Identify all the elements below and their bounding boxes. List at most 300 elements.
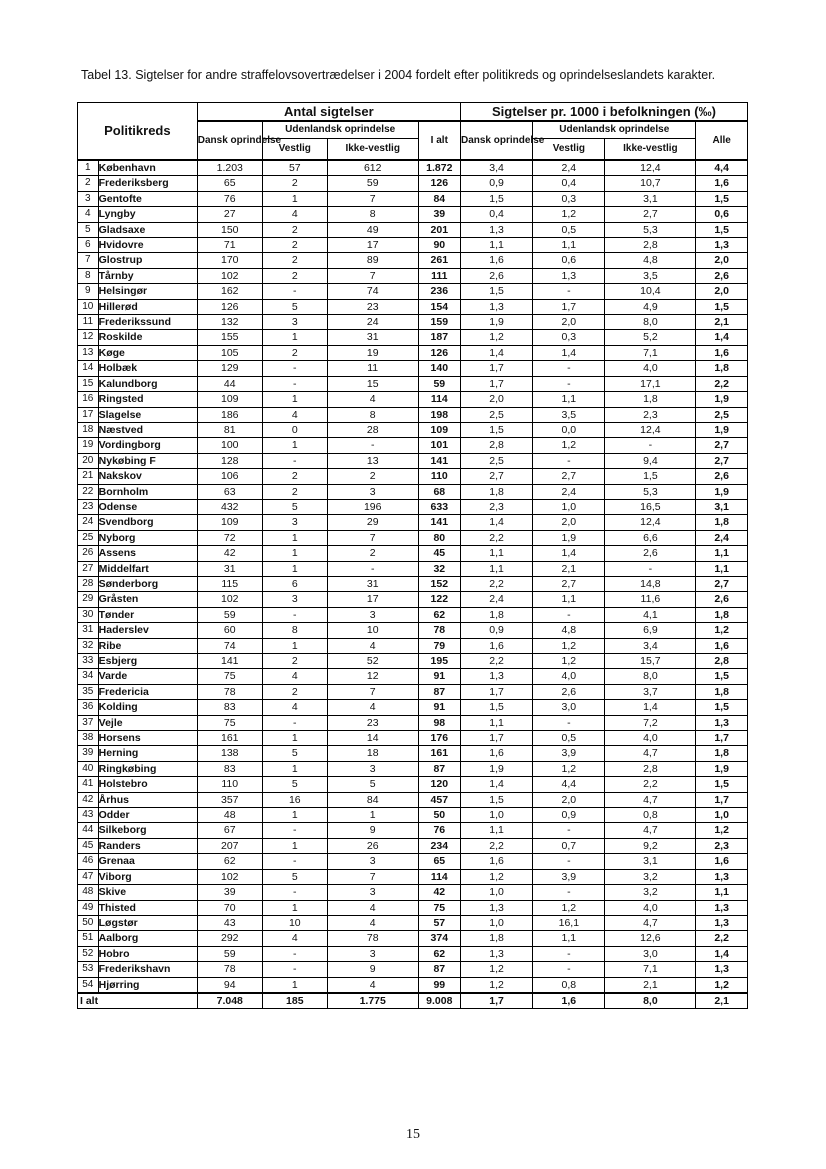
cell-rate-vestlig: 4,4 <box>533 777 605 792</box>
row-number: 42 <box>78 792 99 807</box>
cell-rate-ikke-vestlig: - <box>605 438 696 453</box>
cell-rate-ikke-vestlig: 5,3 <box>605 222 696 237</box>
cell-rate-alle: 1,0 <box>696 808 748 823</box>
cell-rate-ikke-vestlig: 12,6 <box>605 931 696 946</box>
cell-i-alt: 195 <box>418 654 460 669</box>
cell-vestlig: 4 <box>262 931 327 946</box>
row-number: 18 <box>78 422 99 437</box>
table-row <box>78 561 748 576</box>
total-rate-vestlig: 1,6 <box>533 993 605 1009</box>
cell-dansk: 63 <box>197 484 262 499</box>
cell-rate-dansk: 3,4 <box>460 160 532 176</box>
cell-dansk: 31 <box>197 561 262 576</box>
cell-rate-alle: 1,8 <box>696 361 748 376</box>
cell-rate-vestlig: 2,0 <box>533 792 605 807</box>
cell-rate-dansk: 1,0 <box>460 885 532 900</box>
cell-i-alt: 80 <box>418 530 460 545</box>
header-sigtelser-pr-1000: Sigtelser pr. 1000 i befolkningen (‰) <box>460 103 747 122</box>
cell-rate-vestlig: 2,0 <box>533 515 605 530</box>
cell-dansk: 75 <box>197 669 262 684</box>
cell-rate-alle: 2,0 <box>696 253 748 268</box>
table-footer <box>78 993 748 1009</box>
cell-dansk: 70 <box>197 900 262 915</box>
cell-rate-dansk: 1,0 <box>460 915 532 930</box>
cell-rate-dansk: 1,4 <box>460 777 532 792</box>
cell-rate-dansk: 2,8 <box>460 438 532 453</box>
cell-rate-alle: 1,3 <box>696 715 748 730</box>
table-row <box>78 777 748 792</box>
cell-vestlig: - <box>262 885 327 900</box>
cell-ikke-vestlig: 84 <box>327 792 418 807</box>
cell-rate-dansk: 1,9 <box>460 761 532 776</box>
cell-rate-ikke-vestlig: 2,6 <box>605 546 696 561</box>
cell-dansk: 432 <box>197 499 262 514</box>
cell-rate-dansk: 1,5 <box>460 422 532 437</box>
cell-ikke-vestlig: 612 <box>327 160 418 176</box>
table-row <box>78 160 748 176</box>
cell-vestlig: 4 <box>262 669 327 684</box>
cell-rate-dansk: 1,9 <box>460 315 532 330</box>
politikreds-name: Assens <box>98 546 197 561</box>
cell-dansk: 39 <box>197 885 262 900</box>
cell-rate-dansk: 1,1 <box>460 715 532 730</box>
row-number: 47 <box>78 869 99 884</box>
cell-dansk: 78 <box>197 962 262 977</box>
cell-rate-alle: 2,3 <box>696 838 748 853</box>
politikreds-name: Næstved <box>98 422 197 437</box>
cell-dansk: 106 <box>197 469 262 484</box>
table-row <box>78 299 748 314</box>
cell-i-alt: 50 <box>418 808 460 823</box>
table-row <box>78 330 748 345</box>
table-row <box>78 900 748 915</box>
politikreds-name: Bornholm <box>98 484 197 499</box>
politikreds-name: Århus <box>98 792 197 807</box>
cell-i-alt: 87 <box>418 761 460 776</box>
cell-dansk: 115 <box>197 576 262 591</box>
cell-rate-vestlig: 4,0 <box>533 669 605 684</box>
cell-rate-ikke-vestlig: 2,8 <box>605 238 696 253</box>
table-row <box>78 176 748 191</box>
row-number: 49 <box>78 900 99 915</box>
politikreds-name: Slagelse <box>98 407 197 422</box>
row-number: 37 <box>78 715 99 730</box>
cell-i-alt: 68 <box>418 484 460 499</box>
cell-rate-dansk: 2,5 <box>460 407 532 422</box>
politikreds-name: Randers <box>98 838 197 853</box>
cell-rate-vestlig: 0,9 <box>533 808 605 823</box>
politikreds-name: Middelfart <box>98 561 197 576</box>
cell-vestlig: 1 <box>262 392 327 407</box>
cell-rate-ikke-vestlig: 4,7 <box>605 792 696 807</box>
cell-i-alt: 79 <box>418 638 460 653</box>
cell-dansk: 44 <box>197 376 262 391</box>
politikreds-name: Vordingborg <box>98 438 197 453</box>
cell-rate-alle: 1,2 <box>696 823 748 838</box>
cell-dansk: 109 <box>197 515 262 530</box>
cell-i-alt: 126 <box>418 345 460 360</box>
politikreds-name: Hvidovre <box>98 238 197 253</box>
cell-rate-alle: 2,6 <box>696 268 748 283</box>
row-number: 35 <box>78 684 99 699</box>
politikreds-name: Nakskov <box>98 469 197 484</box>
cell-rate-dansk: 1,2 <box>460 869 532 884</box>
cell-ikke-vestlig: 7 <box>327 869 418 884</box>
row-number: 22 <box>78 484 99 499</box>
total-rate-alle: 2,1 <box>696 993 748 1009</box>
cell-i-alt: 159 <box>418 315 460 330</box>
cell-rate-dansk: 2,6 <box>460 268 532 283</box>
cell-rate-alle: 1,6 <box>696 638 748 653</box>
cell-vestlig: 2 <box>262 345 327 360</box>
cell-rate-vestlig: 1,1 <box>533 592 605 607</box>
row-number: 20 <box>78 453 99 468</box>
cell-rate-alle: 2,0 <box>696 284 748 299</box>
total-rate-dansk: 1,7 <box>460 993 532 1009</box>
politikreds-name: Odense <box>98 499 197 514</box>
row-number: 32 <box>78 638 99 653</box>
row-number: 2 <box>78 176 99 191</box>
cell-rate-dansk: 1,1 <box>460 823 532 838</box>
cell-vestlig: 1 <box>262 731 327 746</box>
cell-ikke-vestlig: 8 <box>327 207 418 222</box>
total-rate-ikke-vestlig: 8,0 <box>605 993 696 1009</box>
politikreds-name: Aalborg <box>98 931 197 946</box>
politikreds-name: Frederiksberg <box>98 176 197 191</box>
cell-rate-dansk: 2,3 <box>460 499 532 514</box>
cell-rate-vestlig: 1,7 <box>533 299 605 314</box>
cell-rate-dansk: 1,5 <box>460 191 532 206</box>
cell-i-alt: 152 <box>418 576 460 591</box>
cell-rate-alle: 1,6 <box>696 176 748 191</box>
cell-dansk: 141 <box>197 654 262 669</box>
row-number: 13 <box>78 345 99 360</box>
cell-ikke-vestlig: 9 <box>327 823 418 838</box>
cell-rate-dansk: 1,8 <box>460 931 532 946</box>
row-number: 23 <box>78 499 99 514</box>
cell-rate-ikke-vestlig: 3,2 <box>605 885 696 900</box>
politikreds-name: Hjørring <box>98 977 197 993</box>
politikreds-name: Herning <box>98 746 197 761</box>
cell-rate-vestlig: 16,1 <box>533 915 605 930</box>
cell-dansk: 83 <box>197 700 262 715</box>
politikreds-name: Haderslev <box>98 623 197 638</box>
header-dansk-oprindelse: Dansk oprindelse <box>197 121 262 160</box>
cell-i-alt: 141 <box>418 515 460 530</box>
cell-rate-vestlig: 0,8 <box>533 977 605 993</box>
cell-dansk: 42 <box>197 546 262 561</box>
table-row <box>78 484 748 499</box>
cell-rate-ikke-vestlig: 15,7 <box>605 654 696 669</box>
cell-rate-dansk: 1,7 <box>460 361 532 376</box>
row-number: 38 <box>78 731 99 746</box>
row-number: 17 <box>78 407 99 422</box>
cell-rate-vestlig: 1,2 <box>533 654 605 669</box>
cell-rate-ikke-vestlig: 7,1 <box>605 345 696 360</box>
cell-rate-alle: 1,1 <box>696 561 748 576</box>
row-number: 5 <box>78 222 99 237</box>
cell-i-alt: 62 <box>418 607 460 622</box>
table-row <box>78 931 748 946</box>
table-row <box>78 977 748 993</box>
cell-dansk: 83 <box>197 761 262 776</box>
cell-i-alt: 84 <box>418 191 460 206</box>
row-number: 28 <box>78 576 99 591</box>
cell-rate-alle: 1,2 <box>696 623 748 638</box>
cell-i-alt: 1.872 <box>418 160 460 176</box>
cell-ikke-vestlig: 12 <box>327 669 418 684</box>
cell-rate-vestlig: 0,4 <box>533 176 605 191</box>
cell-rate-ikke-vestlig: 4,7 <box>605 915 696 930</box>
cell-ikke-vestlig: 89 <box>327 253 418 268</box>
cell-i-alt: 78 <box>418 623 460 638</box>
politikreds-name: Gladsaxe <box>98 222 197 237</box>
cell-ikke-vestlig: 13 <box>327 453 418 468</box>
cell-ikke-vestlig: 7 <box>327 268 418 283</box>
header-rate-dansk-oprindelse: Dansk oprindelse <box>460 121 532 160</box>
table-row <box>78 345 748 360</box>
cell-rate-vestlig: 1,1 <box>533 238 605 253</box>
cell-rate-alle: 1,1 <box>696 885 748 900</box>
cell-ikke-vestlig: 3 <box>327 484 418 499</box>
cell-ikke-vestlig: 2 <box>327 546 418 561</box>
cell-rate-alle: 1,1 <box>696 546 748 561</box>
cell-rate-ikke-vestlig: 0,8 <box>605 808 696 823</box>
cell-rate-alle: 1,8 <box>696 515 748 530</box>
cell-rate-vestlig: 2,4 <box>533 160 605 176</box>
header-rate-vestlig: Vestlig <box>533 139 605 161</box>
cell-rate-alle: 2,6 <box>696 592 748 607</box>
cell-ikke-vestlig: 7 <box>327 191 418 206</box>
politikreds-name: Gråsten <box>98 592 197 607</box>
cell-rate-dansk: 1,0 <box>460 808 532 823</box>
cell-rate-ikke-vestlig: 5,2 <box>605 330 696 345</box>
cell-rate-vestlig: 1,2 <box>533 207 605 222</box>
politikreds-name: Grenaa <box>98 854 197 869</box>
cell-i-alt: 141 <box>418 453 460 468</box>
table-row <box>78 808 748 823</box>
cell-vestlig: 4 <box>262 407 327 422</box>
cell-vestlig: 2 <box>262 654 327 669</box>
cell-ikke-vestlig: 1 <box>327 808 418 823</box>
table-row <box>78 607 748 622</box>
cell-rate-vestlig: 1,2 <box>533 900 605 915</box>
cell-rate-ikke-vestlig: 3,1 <box>605 854 696 869</box>
cell-rate-vestlig: 4,8 <box>533 623 605 638</box>
cell-rate-dansk: 1,5 <box>460 792 532 807</box>
cell-dansk: 62 <box>197 854 262 869</box>
cell-dansk: 110 <box>197 777 262 792</box>
cell-rate-vestlig: - <box>533 607 605 622</box>
cell-rate-ikke-vestlig: 12,4 <box>605 422 696 437</box>
cell-ikke-vestlig: 10 <box>327 623 418 638</box>
cell-rate-dansk: 1,2 <box>460 330 532 345</box>
cell-ikke-vestlig: 28 <box>327 422 418 437</box>
table-row <box>78 962 748 977</box>
cell-dansk: 162 <box>197 284 262 299</box>
cell-dansk: 357 <box>197 792 262 807</box>
table-row <box>78 885 748 900</box>
cell-i-alt: 91 <box>418 700 460 715</box>
total-row <box>78 993 748 1009</box>
cell-rate-alle: 2,7 <box>696 453 748 468</box>
cell-i-alt: 126 <box>418 176 460 191</box>
cell-i-alt: 39 <box>418 207 460 222</box>
cell-vestlig: 1 <box>262 900 327 915</box>
cell-rate-dansk: 2,2 <box>460 530 532 545</box>
table-row <box>78 669 748 684</box>
cell-rate-dansk: 1,3 <box>460 900 532 915</box>
cell-vestlig: - <box>262 607 327 622</box>
cell-i-alt: 154 <box>418 299 460 314</box>
cell-rate-ikke-vestlig: 8,0 <box>605 315 696 330</box>
table-row <box>78 376 748 391</box>
cell-dansk: 76 <box>197 191 262 206</box>
cell-rate-ikke-vestlig: 3,5 <box>605 268 696 283</box>
cell-rate-vestlig: - <box>533 284 605 299</box>
cell-rate-ikke-vestlig: 3,2 <box>605 869 696 884</box>
row-number: 31 <box>78 623 99 638</box>
cell-rate-vestlig: 2,0 <box>533 315 605 330</box>
cell-dansk: 59 <box>197 607 262 622</box>
cell-rate-alle: 1,7 <box>696 792 748 807</box>
cell-rate-alle: 1,3 <box>696 962 748 977</box>
cell-rate-vestlig: - <box>533 715 605 730</box>
politikreds-name: Frederikssund <box>98 315 197 330</box>
cell-i-alt: 91 <box>418 669 460 684</box>
cell-rate-ikke-vestlig: 12,4 <box>605 515 696 530</box>
cell-rate-alle: 3,1 <box>696 499 748 514</box>
table-row <box>78 654 748 669</box>
cell-rate-ikke-vestlig: 7,1 <box>605 962 696 977</box>
cell-rate-alle: 1,8 <box>696 746 748 761</box>
cell-rate-alle: 2,2 <box>696 376 748 391</box>
cell-rate-ikke-vestlig: 2,2 <box>605 777 696 792</box>
header-alle: Alle <box>696 121 748 160</box>
cell-rate-vestlig: 1,1 <box>533 931 605 946</box>
cell-vestlig: 5 <box>262 777 327 792</box>
table-row <box>78 191 748 206</box>
row-number: 14 <box>78 361 99 376</box>
cell-vestlig: 1 <box>262 638 327 653</box>
cell-rate-vestlig: 2,4 <box>533 484 605 499</box>
row-number: 8 <box>78 268 99 283</box>
cell-i-alt: 187 <box>418 330 460 345</box>
cell-rate-dansk: 1,7 <box>460 684 532 699</box>
cell-rate-alle: 1,8 <box>696 684 748 699</box>
cell-rate-alle: 1,5 <box>696 700 748 715</box>
cell-rate-ikke-vestlig: 1,8 <box>605 392 696 407</box>
cell-rate-dansk: 1,1 <box>460 561 532 576</box>
cell-rate-alle: 2,7 <box>696 438 748 453</box>
table-row <box>78 838 748 853</box>
table-row <box>78 453 748 468</box>
cell-i-alt: 140 <box>418 361 460 376</box>
cell-dansk: 105 <box>197 345 262 360</box>
cell-rate-alle: 1,6 <box>696 854 748 869</box>
table-row <box>78 700 748 715</box>
cell-dansk: 170 <box>197 253 262 268</box>
row-number: 41 <box>78 777 99 792</box>
cell-dansk: 150 <box>197 222 262 237</box>
cell-ikke-vestlig: 59 <box>327 176 418 191</box>
cell-rate-vestlig: 0,3 <box>533 191 605 206</box>
politikreds-name: Varde <box>98 669 197 684</box>
cell-i-alt: 32 <box>418 561 460 576</box>
cell-rate-alle: 2,2 <box>696 931 748 946</box>
cell-vestlig: 0 <box>262 422 327 437</box>
cell-dansk: 60 <box>197 623 262 638</box>
cell-ikke-vestlig: 11 <box>327 361 418 376</box>
data-table <box>77 102 748 1009</box>
cell-rate-ikke-vestlig: 16,5 <box>605 499 696 514</box>
table-row <box>78 499 748 514</box>
cell-i-alt: 65 <box>418 854 460 869</box>
cell-ikke-vestlig: 4 <box>327 392 418 407</box>
row-number: 34 <box>78 669 99 684</box>
cell-rate-ikke-vestlig: 10,7 <box>605 176 696 191</box>
cell-rate-ikke-vestlig: 2,1 <box>605 977 696 993</box>
cell-vestlig: 1 <box>262 838 327 853</box>
cell-rate-ikke-vestlig: 6,6 <box>605 530 696 545</box>
cell-rate-vestlig: 1,3 <box>533 268 605 283</box>
cell-vestlig: - <box>262 376 327 391</box>
cell-vestlig: 4 <box>262 700 327 715</box>
cell-rate-dansk: 2,2 <box>460 838 532 853</box>
politikreds-name: Kalundborg <box>98 376 197 391</box>
cell-ikke-vestlig: 23 <box>327 299 418 314</box>
cell-i-alt: 234 <box>418 838 460 853</box>
cell-vestlig: 1 <box>262 438 327 453</box>
cell-i-alt: 114 <box>418 392 460 407</box>
cell-rate-alle: 0,6 <box>696 207 748 222</box>
cell-ikke-vestlig: 4 <box>327 900 418 915</box>
cell-vestlig: 3 <box>262 315 327 330</box>
cell-rate-vestlig: 0,6 <box>533 253 605 268</box>
cell-dansk: 109 <box>197 392 262 407</box>
cell-vestlig: 2 <box>262 238 327 253</box>
row-number: 26 <box>78 546 99 561</box>
row-number: 24 <box>78 515 99 530</box>
cell-rate-ikke-vestlig: 2,7 <box>605 207 696 222</box>
cell-rate-alle: 1,8 <box>696 607 748 622</box>
table-row <box>78 715 748 730</box>
cell-rate-dansk: 1,3 <box>460 946 532 961</box>
cell-rate-vestlig: 3,5 <box>533 407 605 422</box>
politikreds-name: Frederikshavn <box>98 962 197 977</box>
cell-vestlig: 1 <box>262 977 327 993</box>
cell-vestlig: 2 <box>262 268 327 283</box>
cell-rate-alle: 1,6 <box>696 345 748 360</box>
cell-rate-vestlig: 0,3 <box>533 330 605 345</box>
header-vestlig: Vestlig <box>262 139 327 161</box>
cell-dansk: 292 <box>197 931 262 946</box>
cell-rate-dansk: 2,0 <box>460 392 532 407</box>
cell-rate-dansk: 0,9 <box>460 176 532 191</box>
cell-ikke-vestlig: 3 <box>327 761 418 776</box>
politikreds-name: Ringsted <box>98 392 197 407</box>
cell-ikke-vestlig: 74 <box>327 284 418 299</box>
cell-rate-alle: 1,4 <box>696 946 748 961</box>
cell-rate-ikke-vestlig: 3,0 <box>605 946 696 961</box>
table-row <box>78 469 748 484</box>
cell-rate-ikke-vestlig: 3,1 <box>605 191 696 206</box>
cell-ikke-vestlig: 24 <box>327 315 418 330</box>
politikreds-name: Nyborg <box>98 530 197 545</box>
cell-rate-vestlig: 1,0 <box>533 499 605 514</box>
cell-rate-ikke-vestlig: 1,5 <box>605 469 696 484</box>
row-number: 9 <box>78 284 99 299</box>
